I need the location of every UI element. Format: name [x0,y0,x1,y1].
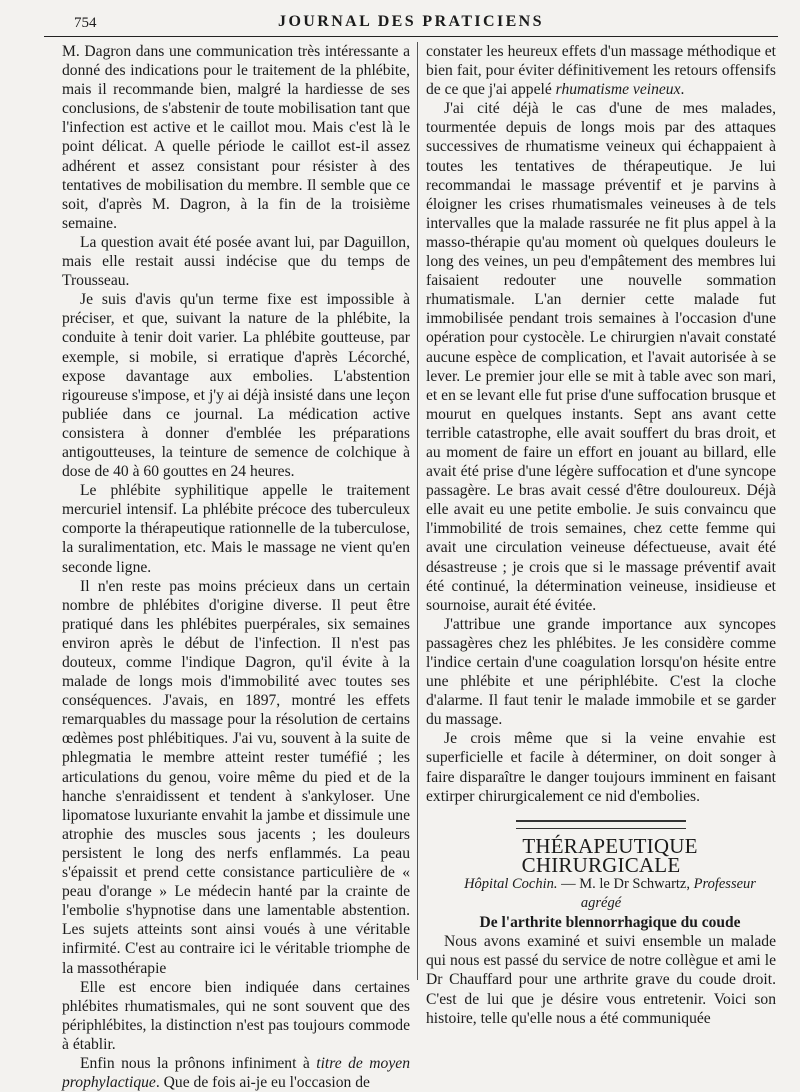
italic-text: rhumatisme veineux [555,81,681,99]
text-run: constater les heureux effets d'un massage méthodique et bien fait, pour éviter définitivement les retours offensifs de ce que j'ai appelé [426,43,776,99]
paragraph: J'attribue une grande importance aux syncopes passagères chez les phlébites. Je les considère comme l'indice certain d'une coagulation lorsqu'on hésite entre une phlébite et une périphlébite. C'est la cloche d'alarme. Il faut tenir le malade immobile et se garder du massage. [426,615,776,729]
paragraph [62,1054,410,1092]
paragraph: M. Dagron dans une communication très intéressante a donné des indications pour le traitement de la phlébite, mais il recommande bien, malgré la hardiesse de ses conclusions, de s'abstenir de toute mobilisation tant que l'infection est active et le caillot mou. Mais c'est là le point délicat. A quelle période le caillot est-il assez adhérent et assez consistant pour résister à des tentatives de mobilisation du membre. Il semble que ce soit, d'après M. Dagron, à la fin de la troisième semaine. [62,43,410,232]
text-run: . [680,81,685,99]
right-column [426,42,776,1028]
running-title: JOURNAL DES PRATICIENS [278,13,544,30]
section-title: THÉRAPEUTIQUE CHIRURGICALE [521,833,698,877]
section-ornament [516,820,686,829]
page-number: 754 [74,15,97,31]
byline [426,875,776,913]
paragraph: Il n'en reste pas moins précieux dans un certain nombre de phlébites d'origine diverse. Il peut être pratiqué dans les phlébites puerpérales, six semaines environ après le début de l'infection. Il n'est pas douteux, comme l'indique Dagron, qu'il évite à la malade de longs mois d'immobilité avec toutes ses conséquences. J'avais, en 1897, montré les effets remarquables du massage pour la résolution de certains œdèmes post phlébitiques. J'ai vu, souvent à la suite de phlegmatia le membre atteint rester tuméfié ; les articulations du genou, voire même du pied et de la hanche s'enraidissent et tendent à s'ankyloser. Une lipomatose luxuriante envahit la jambe et dissimule une atrophie des muscles sous jacents ; les douleurs persistent le long des nerfs enflammés. La peau s'épaissit et prend cette consistance particulière de « peau d'orange » Le médecin hanté par la crainte de l'embolie s'hypnotise dans une lamentable abstention. Les sujets atteints sont ainsi voués à une véritable infirmité. C'est au contraire ici le véritable triomphe de la massothérapie [62,577,410,977]
byline-author: — M. le Dr Schwartz, [557,875,694,892]
page-header [44,6,778,37]
paragraph: Nous avons examiné et suivi ensemble un malade qui nous est passé du service de notre collègue et ami le Dr Chauffard pour une arthrite grave du coude droit. C'est de lui que je désire vous entretenir. Voici son histoire, telle qu'elle nous a été communiquée [426,933,776,1027]
paragraph: Je crois même que si la veine envahie est superficielle et facile à déterminer, on doit songer à faire disparaître le danger toujours imminent en faisant extirper chirurgicalement ce nid d'embolies. [426,730,776,805]
byline-role: Professeur agrégé [580,875,756,912]
paragraph: J'ai cité déjà le cas d'une de mes malades, tourmentée depuis de longs mois par des attaques successives de rhumatisme veineux qui échappaient à toutes les tentatives de thérapeutique. Je lui recommandai le massage préventif et je parvins à éloigner les crises rhumatismales veineuses à de tels intervalles que la malade rassurée ne fit plus appel à la masso-thérapie qu'au moment où quelques douleurs le long des veines, un peu d'empâtement des membres lui faisaient redouter une nouvelle sommation rhumatismale. L'an dernier cette malade fut immobilisée pendant trois semaines à l'occasion d'une opération pour cystocèle. Le chirurgien n'avait constaté aucune espèce de complication, et l'avait autorisée à se lever. Le premier jour elle se mit à table avec son mari, et en se levant elle fut prise d'une suffocation brusque et mourut en quelques instants. Sept ans avant cette terrible catastrophe, elle avait souffert du bras droit, et au moment de faire un effort en jouant au billard, elle avait été prise d'une légère suffocation et d'une syncope passagère. Le bras avait cessé d'être douloureux. Déjà elle avait eu une petite embolie. Je suis convaincu que l'immobilité de trois semaines, chez cette femme qui avait une circulation veineuse défectueuse, avait été désastreuse ; je crois que si le massage préventif avait été continué, la détermination veineuse, insidieuse et sournoise, aurait été évitée. [426,100,776,614]
text-run: Enfin nous la prônons infiniment à [80,1054,317,1072]
paragraph [426,42,776,99]
text-run: . Que de fois ai-je eu l'occasion de [155,1074,370,1092]
italic-text: titre de moyen prophylactique [62,1054,410,1092]
paragraph: La question avait été posée avant lui, par Daguillon, mais elle restait aussi indécise que du temps de Trousseau. [62,233,410,290]
paragraph: Je suis d'avis qu'un terme fixe est impossible à préciser, et que, suivant la nature de la phlébite, la conduite à tenir doit varier. La phlébite goutteuse, par exemple, si mobile, si erratique d'après Lécorché, expose davantage aux embolies. L'abstention rigoureuse s'impose, et j'y ai déjà insisté dans une leçon publiée dans ce journal. La médication active consistera à donner d'emblée les préparations antigoutteuses, la teinture de semence de colchique à dose de 40 à 60 gouttes en 24 heures. [62,291,410,481]
paragraph: Le phlébite syphilitique appelle le traitement mercuriel intensif. La phlébite précoce des tuberculeux comporte la thérapeutique rationnelle de la tuberculose, la suralimentation, etc. Mais le massage ne vient qu'en seconde ligne. [62,482,410,576]
byline-place: Hôpital Cochin. [464,875,558,892]
column-divider [417,42,418,980]
left-column [62,42,410,1092]
article-subtitle: De l'arthrite blennorrhagique du coude [479,914,741,932]
paragraph: Elle est encore bien indiquée dans certaines phlébites rhumatismales, qui ne sont souvent que des périphlébites, la distinction n'est pas toujours commode à établir. [62,978,410,1053]
